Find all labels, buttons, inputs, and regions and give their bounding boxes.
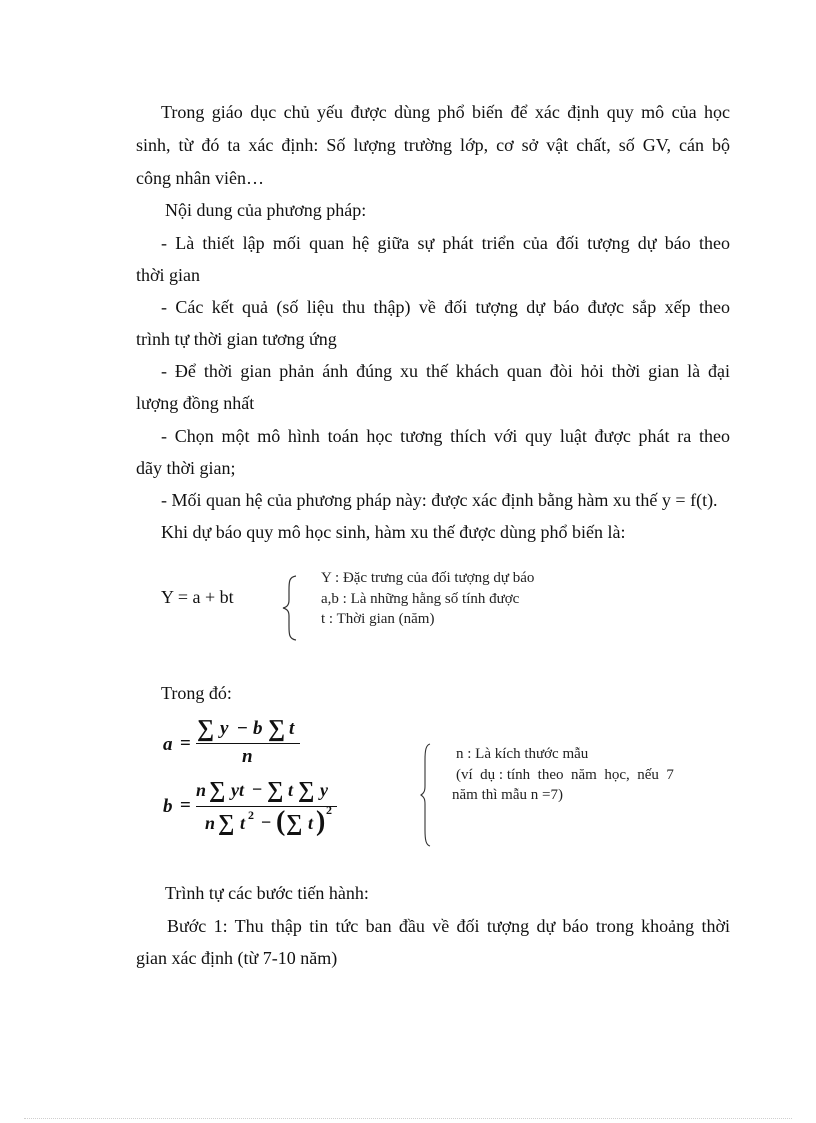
- formula-a-lhs: a: [163, 734, 173, 755]
- paragraph-line: Trong giáo dục chủ yếu được dùng phổ biến để xác định quy mô của học: [161, 102, 730, 122]
- formula-b-den-rparen: ): [316, 806, 326, 837]
- formula-b-den-t: t: [240, 813, 246, 833]
- equation-note: t : Thời gian (năm): [321, 611, 435, 627]
- equation-note: Y : Đặc trưng của đối tượng dự báo: [321, 570, 535, 586]
- paragraph-line: Khi dự báo quy mô học sinh, hàm xu thế được dùng phổ biến là:: [161, 522, 626, 542]
- formula-b-t: t: [288, 780, 294, 800]
- step-line: gian xác định (từ 7-10 năm): [136, 948, 338, 968]
- trend-equation: Y = a + bt: [161, 587, 234, 607]
- sample-note: n : Là kích thước mẫu: [456, 746, 589, 762]
- bullet-line: - Mối quan hệ của phương pháp này: được xác định bằng hàm xu thế y = f(t).: [161, 490, 718, 510]
- bullet-line: dãy thời gian;: [136, 458, 236, 478]
- formula-b-sigma: ∑: [267, 777, 284, 802]
- bullet-line: - Để thời gian phản ánh đúng xu thế khách quan đòi hỏi thời gian là đại: [161, 361, 730, 381]
- formula-b-minus: −: [252, 779, 263, 799]
- formula-a-minus: −: [237, 718, 248, 739]
- page-bottom-rule: [24, 1118, 792, 1119]
- formula-b-den-t: t: [308, 813, 314, 833]
- sample-note: (ví dụ : tính theo năm học, nếu 7: [456, 767, 674, 783]
- formula-a-y: y: [220, 718, 229, 739]
- formula-b-y: y: [320, 780, 328, 800]
- bullet-line: - Các kết quả (số liệu thu thập) về đối tượng dự báo được sắp xếp theo: [161, 297, 730, 317]
- bullet-line: trình tự thời gian tương ứng: [136, 329, 337, 349]
- formula-b-yt: yt: [231, 780, 244, 800]
- formula-b-den-n: n: [205, 813, 216, 833]
- formula-b-sigma: ∑: [209, 777, 226, 802]
- where-label: Trong đó:: [161, 683, 232, 703]
- formula-a-t: t: [289, 718, 295, 739]
- formula-b-equals: =: [180, 795, 191, 816]
- bullet-line: lượng đồng nhất: [136, 393, 255, 413]
- formula-b-den-exponent: 2: [326, 803, 332, 817]
- formula-a-sigma: ∑: [197, 716, 215, 742]
- formula-a-denominator: n: [242, 746, 253, 767]
- steps-title: Trình tự các bước tiến hành:: [165, 883, 369, 903]
- step-line: Bước 1: Thu thập tin tức ban đầu về đối tượng dự báo trong khoảng thời: [167, 916, 730, 936]
- formula-b-den-sigma: ∑: [286, 810, 303, 835]
- formula-b-den-minus: −: [261, 812, 272, 832]
- formula-a-equals: =: [180, 733, 191, 754]
- formula-b-den-lparen: (: [276, 806, 286, 837]
- formula-a-sigma: ∑: [268, 716, 286, 742]
- formula-b-sigma: ∑: [298, 777, 315, 802]
- formula-b-den-sigma: ∑: [218, 810, 235, 835]
- sample-note: năm thì mẫu n =7): [452, 787, 563, 803]
- equation-note: a,b : Là những hằng số tính được: [321, 591, 520, 607]
- fraction-bar: [196, 743, 300, 744]
- formula-a-b: b: [253, 718, 263, 739]
- bullet-line: - Chọn một mô hình toán học tương thích với quy luật được phát ra theo: [161, 426, 730, 446]
- formula-b-den-exponent: 2: [248, 808, 254, 822]
- section-heading: Nội dung của phương pháp:: [165, 200, 367, 220]
- paragraph-line: sinh, từ đó ta xác định: Số lượng trường lớp, cơ sở vật chất, số GV, cán bộ: [136, 135, 730, 155]
- left-brace-icon: [280, 574, 300, 642]
- left-brace-icon: [419, 742, 433, 848]
- formula-b-n: n: [196, 780, 207, 800]
- formula-b-lhs: b: [163, 796, 173, 817]
- paragraph-line: công nhân viên…: [136, 168, 264, 188]
- bullet-line: thời gian: [136, 265, 201, 285]
- bullet-line: - Là thiết lập mối quan hệ giữa sự phát triển của đối tượng dự báo theo: [161, 233, 730, 253]
